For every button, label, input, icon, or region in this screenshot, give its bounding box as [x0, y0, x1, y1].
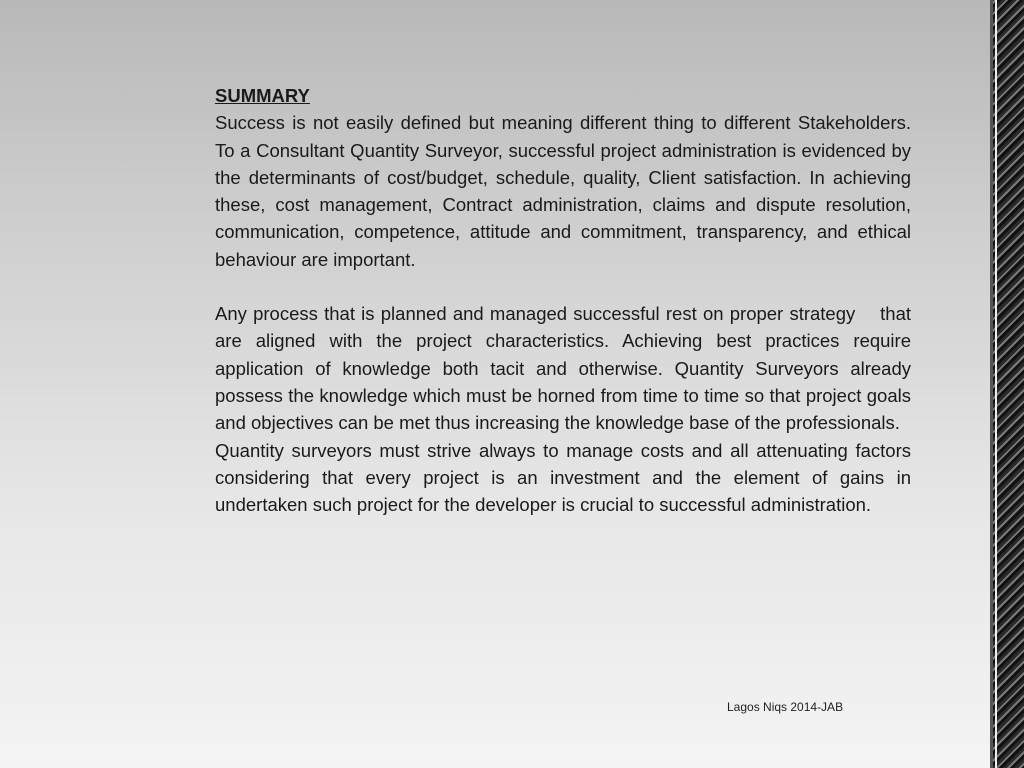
footer-credit: Lagos Niqs 2014-JAB: [727, 700, 844, 714]
paragraph-spacer: [215, 273, 911, 300]
paragraph-3: Quantity surveyors must strive always to manage costs and all attenuating factors considering that every project is an investment and the element of gains in undertaken such project for the developer is crucial to successful administration.: [215, 439, 911, 516]
paragraph-1: Success is not easily defined but meaning different thing to different Stakeholders. To a Consultant Quantity Surveyor, successful project administration is evidenced by the determinants of cost/budget, schedule, quality, Client satisfaction. In achieving these, cost management, Contract administration, claims and dispute resolution, communication, competence, attitude and commitment, transparency, and ethical behaviour are important.: [215, 112, 911, 270]
decorative-side-border: [990, 0, 1024, 768]
paragraph-2: Any process that is planned and managed successful rest on proper strategy that are aligned with the project characteristics. Achieving best practices require application of knowledge both tacit and otherwise. Quantity Surveyors already possess the knowledge which must be horned from time to time so that project goals and objectives can be met thus increasing the knowledge base of the professionals.: [215, 303, 917, 434]
summary-text-block: [215, 82, 917, 518]
summary-heading: SUMMARY: [215, 85, 310, 106]
